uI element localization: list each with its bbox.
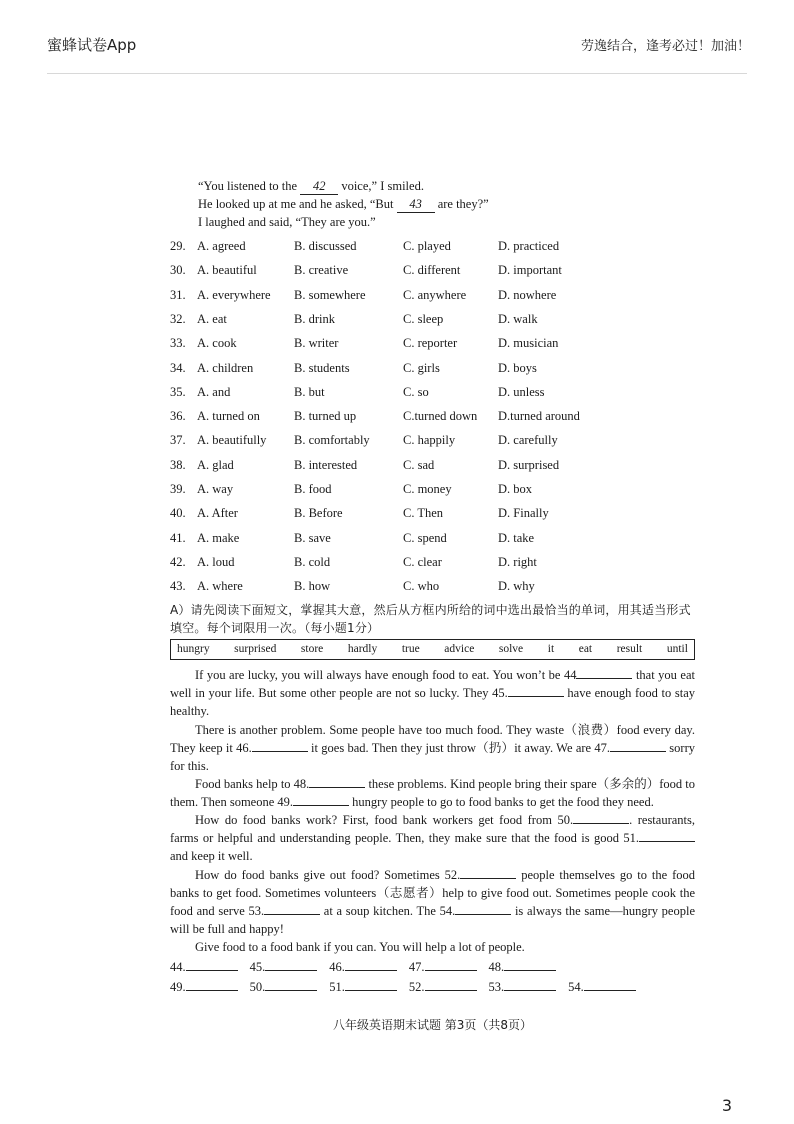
option-a: A. beautiful — [197, 263, 257, 278]
answer-blank — [345, 970, 397, 971]
option-row — [170, 283, 695, 307]
answer-number: 51. — [329, 980, 345, 995]
option-a: A. cook — [197, 336, 237, 351]
option-b: B. writer — [294, 336, 339, 351]
option-row — [170, 355, 695, 379]
option-row — [170, 307, 695, 331]
answer-blank — [639, 841, 695, 842]
question-number: 43. — [170, 579, 186, 594]
numbered-blank: 42 — [300, 178, 338, 195]
option-row — [170, 526, 695, 550]
option-row — [170, 550, 695, 574]
question-number: 40. — [170, 506, 186, 521]
option-c: C.turned down — [403, 409, 478, 424]
option-b: B. how — [294, 579, 331, 594]
answer-row — [170, 958, 695, 976]
question-number: 34. — [170, 360, 186, 375]
dialog-lines — [170, 178, 695, 232]
answer-blank — [504, 970, 556, 971]
answer-slot — [250, 958, 318, 976]
answer-number: 53. — [488, 980, 505, 995]
option-a: A. everywhere — [197, 287, 271, 302]
option-d: D. why — [498, 579, 535, 594]
question-number: 42. — [170, 554, 186, 569]
answer-blank — [265, 970, 317, 971]
answer-slot — [409, 958, 477, 976]
option-a: A. children — [197, 360, 254, 375]
option-b: B. but — [294, 384, 325, 399]
answer-blank — [584, 990, 636, 991]
option-c: C. sad — [403, 457, 435, 472]
question-number: 37. — [170, 433, 186, 448]
option-row — [170, 331, 695, 355]
answer-blank — [264, 914, 320, 915]
option-d: D. practiced — [498, 239, 560, 254]
option-d: D. unless — [498, 384, 545, 399]
option-b: B. save — [294, 530, 331, 545]
question-number: 39. — [170, 481, 186, 496]
answer-number: 45. — [249, 960, 266, 975]
option-d: D. right — [498, 554, 537, 569]
question-number: 32. — [170, 311, 186, 326]
word-choice: surprised — [234, 643, 277, 656]
option-d: D.turned around — [498, 409, 580, 424]
word-choice: it — [547, 643, 555, 656]
header-divider — [47, 73, 747, 74]
passage-paragraph: Food banks help to 48. these problems. Kind people bring their spare（多余的）food to them. Then someone 49. hungry people to go to food banks to get the food they need. — [170, 776, 696, 810]
question-number: 30. — [170, 263, 186, 278]
word-choice: eat — [578, 643, 593, 656]
option-d: D. take — [498, 530, 535, 545]
option-c: C. reporter — [403, 336, 458, 351]
option-c: C. anywhere — [403, 287, 467, 302]
answer-blank — [508, 696, 564, 697]
answer-number: 49. — [170, 980, 186, 995]
option-c: C. so — [403, 384, 429, 399]
word-choice: result — [616, 643, 643, 656]
passage-paragraph: Give food to a food bank if you can. You will help a lot of people. — [195, 940, 525, 955]
option-row — [170, 428, 695, 452]
option-c: C. sleep — [403, 311, 444, 326]
answer-number: 52. — [408, 980, 425, 995]
answer-slot — [489, 978, 557, 996]
option-c: C. spend — [403, 530, 447, 545]
answer-number: 46. — [329, 960, 345, 975]
passage-paragraph: There is another problem. Some people have too much food. They waste（浪费）food every day. They keep it 46. it goes bad. Then they just throw（扔）it away. We are 47. sorry for this. — [170, 722, 695, 773]
answer-blank — [293, 805, 349, 806]
option-c: C. girls — [403, 360, 440, 375]
option-row — [170, 404, 695, 428]
passage-paragraph: If you are lucky, you will always have enough food to eat. You won’t be 44 that you eat well in your life. But some other people are not so lucky. They 45. have enough food to stay healthy. — [170, 668, 695, 719]
option-a: A. beautifully — [197, 433, 267, 448]
option-b: B. somewhere — [294, 287, 366, 302]
answer-number: 48. — [488, 960, 505, 975]
option-b: B. drink — [294, 311, 335, 326]
word-box — [170, 639, 695, 660]
option-b: B. comfortably — [294, 433, 370, 448]
answer-blank — [186, 990, 238, 991]
answer-blank — [573, 823, 629, 824]
option-b: B. creative — [294, 263, 349, 278]
option-d: D. important — [498, 263, 562, 278]
option-a: A. turned on — [197, 409, 260, 424]
option-c: C. happily — [403, 433, 456, 448]
question-number: 29. — [170, 239, 186, 254]
page-footer: 八年级英语期末试题 第3页（共8页） — [332, 1018, 533, 1033]
option-d: D. boys — [498, 360, 537, 375]
option-row — [170, 234, 695, 258]
option-a: A. where — [197, 579, 243, 594]
answer-slot — [170, 958, 238, 976]
answer-slot — [489, 958, 557, 976]
app-slogan: 劳逸结合，逢考必过！加油！ — [580, 39, 750, 54]
answer-blank — [345, 990, 397, 991]
answer-number: 44. — [170, 960, 186, 975]
option-b: B. cold — [294, 554, 331, 569]
option-d: D. box — [498, 481, 533, 496]
answer-blank — [186, 970, 238, 971]
question-number: 38. — [170, 457, 186, 472]
word-choice: hungry — [177, 643, 210, 656]
app-name: 蜜蜂试卷App — [47, 36, 137, 54]
option-d: D. surprised — [498, 457, 560, 472]
answer-slot — [170, 978, 238, 996]
option-a: A. After — [197, 506, 238, 521]
answer-slot — [250, 978, 318, 996]
answer-slot — [409, 978, 477, 996]
option-c: C. money — [403, 481, 452, 496]
answer-blank — [504, 990, 556, 991]
option-a: A. loud — [197, 554, 235, 569]
word-choice: advice — [444, 643, 475, 656]
page-number: 3 — [721, 1096, 732, 1115]
answer-number: 50. — [249, 980, 266, 995]
dialog-line: He looked up at me and he asked, “But 43 are they?” — [170, 196, 695, 214]
numbered-blank: 43 — [397, 196, 435, 213]
answer-row — [170, 978, 695, 996]
option-b: B. turned up — [294, 409, 357, 424]
answer-blank — [309, 787, 365, 788]
passage-paragraph: How do food banks give out food? Sometimes 52. people themselves go to the food banks to get food. Sometimes volunteers（志愿者）help to give food out. Sometimes people cook the food and serve 53. at a soup kitchen. The 54. is always the same—hungry people will be full and happy! — [170, 867, 696, 936]
option-b: B. students — [294, 360, 350, 375]
answer-blank — [265, 990, 317, 991]
option-b: B. interested — [294, 457, 358, 472]
option-row — [170, 453, 695, 477]
answer-number: 47. — [408, 960, 425, 975]
option-a: A. make — [197, 530, 240, 545]
exam-page — [170, 178, 695, 1034]
word-choice: hardly — [347, 643, 378, 656]
option-b: B. discussed — [294, 239, 357, 254]
option-c: C. different — [403, 263, 461, 278]
cloze-options — [170, 234, 695, 598]
option-c: C. played — [403, 239, 451, 254]
answer-slot — [329, 958, 397, 976]
option-row — [170, 501, 695, 525]
word-choice: until — [666, 643, 688, 656]
option-d: D. walk — [498, 311, 538, 326]
option-row — [170, 574, 695, 598]
option-d: D. nowhere — [498, 287, 557, 302]
option-a: A. and — [197, 384, 231, 399]
option-b: B. Before — [294, 506, 343, 521]
answer-blank — [425, 990, 477, 991]
section-a-title: A）请先阅读下面短文，掌握其大意，然后从方框内所给的词中选出最恰当的单词，用其适当形式填空。每个词限用一次。（每小题1分） — [170, 603, 691, 635]
word-choice: solve — [498, 643, 524, 656]
answer-blank — [576, 678, 632, 679]
option-row — [170, 258, 695, 282]
option-a: A. way — [197, 481, 234, 496]
option-a: A. glad — [197, 457, 234, 472]
option-row — [170, 380, 695, 404]
option-d: D. carefully — [498, 433, 558, 448]
word-choice: true — [401, 643, 420, 656]
answer-blank — [425, 970, 477, 971]
option-c: C. clear — [403, 554, 442, 569]
option-c: C. Then — [403, 506, 444, 521]
dialog-line: I laughed and said, “They are you.” — [198, 215, 376, 229]
question-number: 33. — [170, 336, 186, 351]
question-number: 36. — [170, 409, 186, 424]
option-d: D. Finally — [498, 506, 549, 521]
answer-blank — [252, 751, 308, 752]
reading-passage — [170, 666, 695, 956]
answer-number: 54. — [568, 980, 584, 995]
answer-blank — [610, 751, 666, 752]
option-c: C. who — [403, 579, 440, 594]
question-number: 35. — [170, 384, 186, 399]
answer-blank — [455, 914, 511, 915]
question-number: 41. — [170, 530, 186, 545]
passage-paragraph: How do food banks work? First, food bank workers get food from 50. . restaurants, farms or helpful and understanding people. Then, they make sure that the food is good 51. and keep it well. — [170, 813, 695, 864]
option-row — [170, 477, 695, 501]
question-number: 31. — [170, 287, 186, 302]
word-choice: store — [300, 643, 324, 656]
answer-blank — [460, 878, 516, 879]
option-b: B. food — [294, 481, 332, 496]
app-header — [0, 0, 794, 74]
answer-slot — [329, 978, 397, 996]
answer-slot — [568, 978, 636, 996]
dialog-line: “You listened to the 42 voice,” I smiled. — [170, 178, 695, 196]
option-a: A. agreed — [197, 239, 246, 254]
option-a: A. eat — [197, 311, 227, 326]
option-d: D. musician — [498, 336, 559, 351]
